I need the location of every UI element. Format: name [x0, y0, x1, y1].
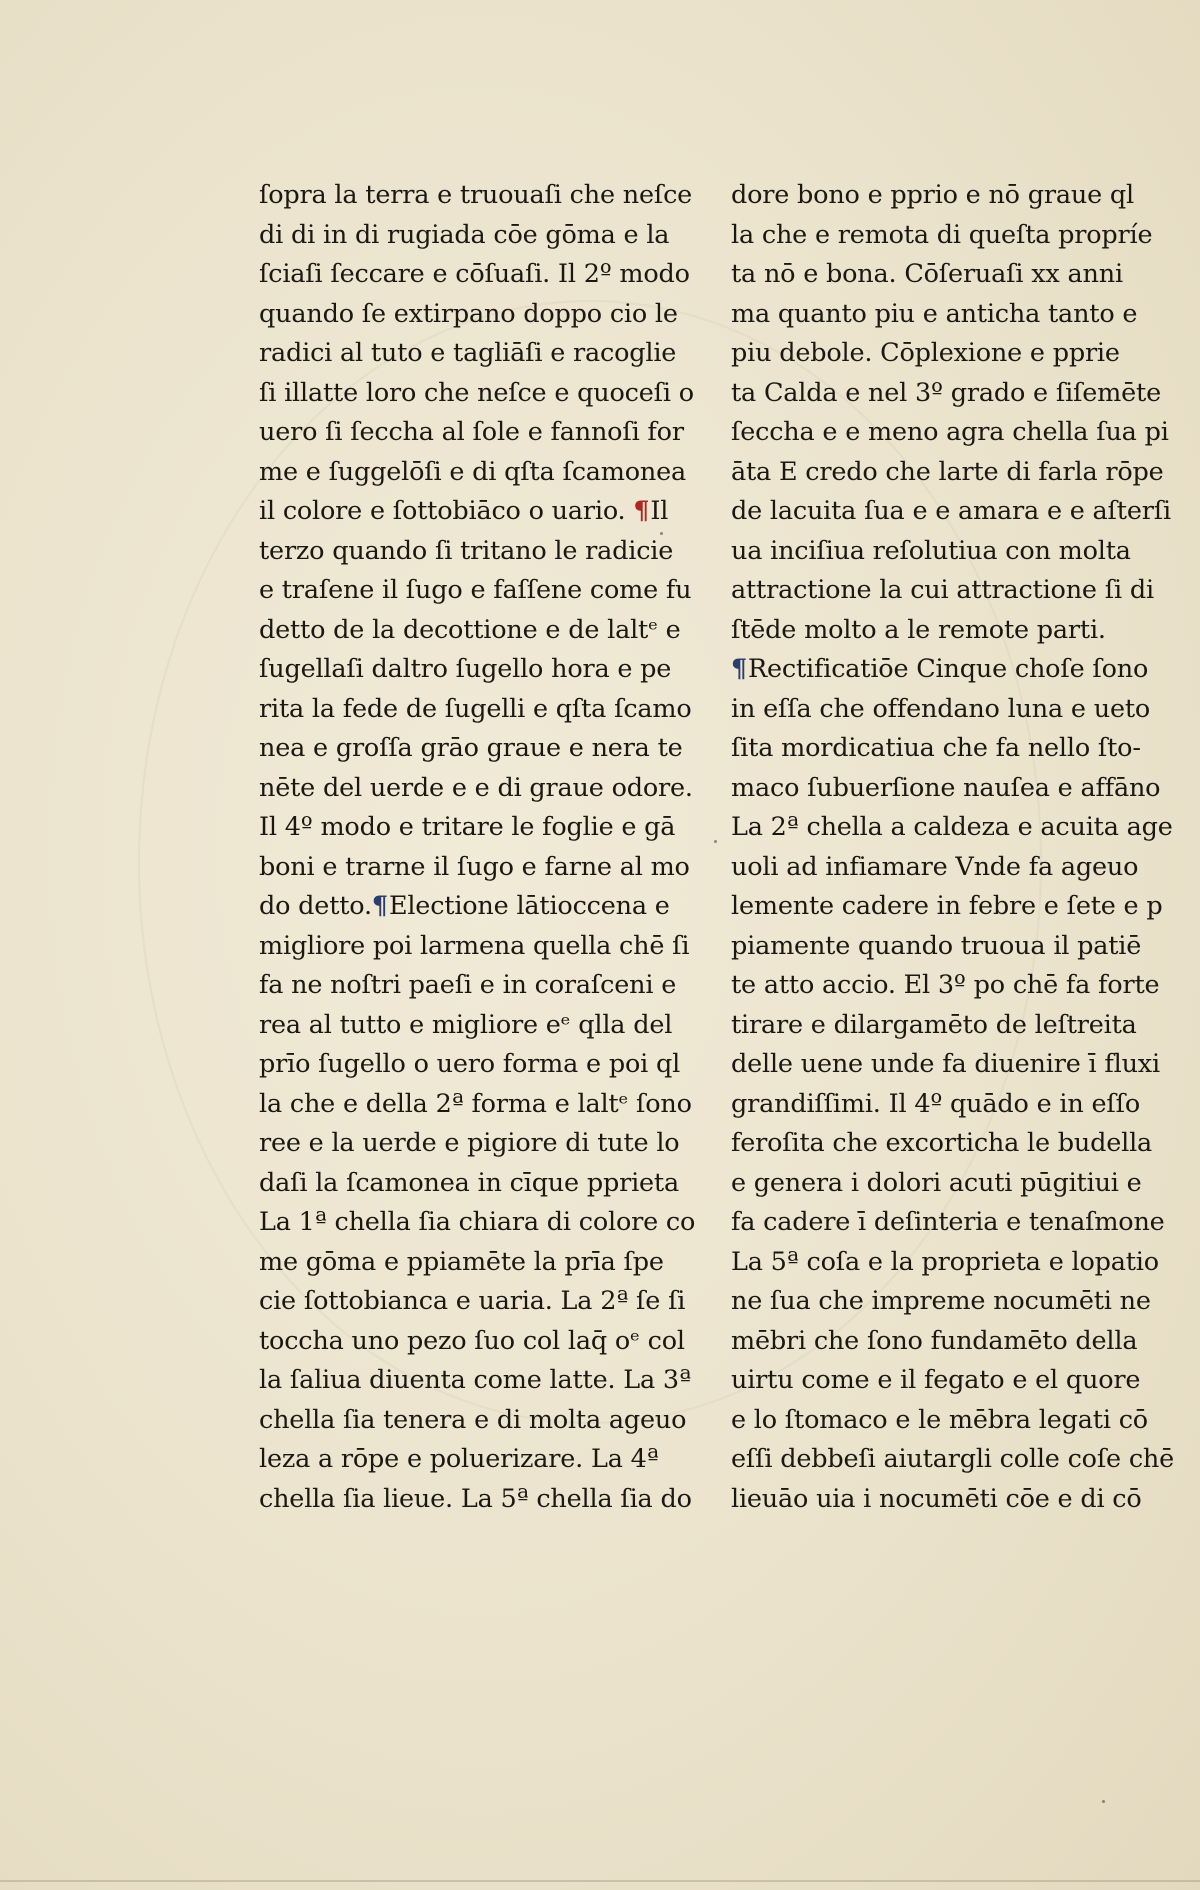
text-line: [259, 1203, 696, 1243]
line-text: uirtu come e il fegato e el quore: [731, 1365, 1141, 1395]
line-text: la che e remota di queſta propríe: [731, 219, 1153, 250]
line-text: boni e trarne il ſugo e farne al mo: [259, 851, 690, 882]
line-text: e lo ſtomaco e le mēbra legati cō: [731, 1404, 1148, 1435]
line-text: il colore e ſottobiāco o uario.: [259, 496, 626, 526]
text-line: [731, 1124, 1153, 1164]
line-text: ua inciſiua reſolutiua con molta: [731, 535, 1131, 566]
text-column-left: [259, 176, 696, 1519]
paragraph-mark: ¶: [633, 496, 650, 526]
text-line: [259, 887, 670, 927]
text-line: [731, 887, 1163, 927]
line-text: ſeccha e e meno agra chella ſua pi: [731, 417, 1169, 447]
text-line: [259, 690, 692, 730]
line-text: leza a rōpe e poluerizare. La 4ª: [259, 1444, 659, 1474]
line-text: mēbri che ſono fundamēto della: [731, 1325, 1138, 1356]
text-line: [259, 1243, 664, 1283]
line-text: lieuāo uia i nocumēti cōe e di cō: [731, 1483, 1142, 1514]
line-text: rita la fede de ſugelli e qſta ſcamo: [259, 693, 692, 724]
line-text: ma quanto piu e anticha tanto e: [731, 298, 1138, 329]
line-text: grandiſſimi. Il 4º quādo e in eſſo: [731, 1088, 1140, 1119]
paragraph-mark: ¶: [731, 654, 748, 684]
line-text: e genera i dolori acuti pūgitiui e: [731, 1167, 1142, 1198]
line-text: lemente cadere in febre e ſete e p: [731, 891, 1163, 921]
line-text: tirare e dilargamēto de leſtreita: [731, 1009, 1137, 1040]
text-line: [731, 334, 1131, 374]
text-line: [259, 729, 683, 769]
line-text: toccha uno pezo ſuo col laq̄ oᵉ col: [259, 1325, 685, 1356]
text-line: [259, 1480, 692, 1520]
line-text: di di in di rugiada cōe gōma e la: [259, 219, 670, 250]
text-line: [731, 374, 1161, 414]
line-text: do detto.: [259, 891, 372, 921]
text-line: [259, 374, 694, 414]
text-line: [259, 334, 677, 374]
line-text: detto de la decottione e de laltᵉ e: [259, 614, 681, 645]
rubric-text: Il: [650, 496, 669, 526]
text-line: [731, 927, 1142, 967]
text-line: [259, 571, 692, 611]
line-text: quando ſe extirpano doppo cio le: [259, 298, 678, 329]
line-text: delle uene unde fa diuenire ī fluxi: [731, 1049, 1160, 1079]
line-text: migliore poi larmena quella chē ſi: [259, 930, 690, 961]
text-line: [259, 1045, 681, 1085]
line-text: ta Calda e nel 3º grado e ſiſemēte: [731, 377, 1161, 408]
text-line: [259, 1164, 679, 1204]
line-text: la che e della 2ª forma e laltᵉ ſono: [259, 1088, 692, 1119]
text-line: [259, 1322, 685, 1362]
initial-letter: R: [748, 654, 768, 684]
line-text: ectificatiōe Cinque choſe ſono: [767, 654, 1149, 684]
line-text: fa cadere ī deſinteria e tenaſmone: [731, 1207, 1165, 1237]
line-text: e traſene il ſugo e faſſene come fu: [259, 575, 692, 605]
paragraph-mark: ¶: [371, 891, 388, 921]
line-text: ſopra la terra e truouaſi che neſce: [259, 180, 693, 210]
line-text: nea e groſſa grāo graue e nera te: [259, 733, 683, 763]
text-line: [259, 1361, 691, 1401]
text-line: [259, 1440, 659, 1480]
line-text: ſi illatte loro che neſce e quoceſi o: [259, 377, 694, 408]
line-text: feroſita che excorticha le budella: [731, 1128, 1153, 1158]
ink-speck: [660, 532, 663, 535]
text-line: [731, 808, 1173, 848]
text-line: [259, 453, 687, 493]
line-text: dore bono e pprio e nō graue ql: [731, 180, 1134, 210]
line-text: maco ſubuerſione nauſea e affāno: [731, 772, 1161, 803]
line-text: la ſaliua diuenta come latte. La 3ª: [259, 1365, 691, 1395]
line-text: prīo ſugello o uero forma e poi ql: [259, 1049, 681, 1079]
text-line: [259, 650, 672, 690]
text-line: [731, 255, 1131, 295]
text-line: [731, 1361, 1141, 1401]
text-line: [259, 295, 678, 335]
text-line: [731, 1440, 1175, 1480]
text-line: [259, 1401, 687, 1441]
text-line: [731, 1243, 1159, 1283]
text-line: [731, 413, 1169, 453]
ink-speck: [1102, 1800, 1105, 1803]
text-line: [731, 848, 1139, 888]
line-text: ſciaſi ſeccare e cōſuaſi. Il 2º modo: [259, 259, 690, 289]
text-line: [259, 1085, 692, 1125]
line-text: ſugellaſi daltro ſugello hora e pe: [259, 654, 672, 684]
line-text: te atto accio. El 3º po chē fa forte: [731, 970, 1160, 1000]
line-text: radici al tuto e tagliāſi e racoglie: [259, 338, 677, 368]
text-line: [731, 1322, 1138, 1362]
line-text: nēte del uerde e e di graue odore.: [259, 772, 693, 803]
text-line: [731, 1085, 1140, 1125]
line-text: ree e la uerde e pigiore di tute lo: [259, 1128, 680, 1158]
text-line: [259, 1006, 673, 1046]
line-text: daſi la ſcamonea in cīque pprieta: [259, 1167, 679, 1198]
text-line: [259, 1282, 686, 1322]
text-line: [259, 1124, 680, 1164]
line-text: rea al tutto e migliore eᵉ qlla del: [259, 1009, 673, 1040]
text-line: [731, 650, 1149, 690]
text-line: [731, 1164, 1142, 1204]
line-text: ne ſua che impreme nocumēti ne: [731, 1286, 1151, 1316]
text-line: [731, 966, 1160, 1006]
text-line: [731, 769, 1161, 809]
text-line: [731, 1282, 1151, 1322]
line-text: me e ſuggelōſi e di qſta ſcamonea: [259, 456, 687, 487]
line-text: La 5ª coſa e la proprieta e lopatio: [731, 1246, 1159, 1277]
line-text: uero ſi ſeccha al ſole e fannoſi for: [259, 417, 684, 447]
line-text: de lacuita ſua e e amara e e aſterſi: [731, 496, 1171, 526]
line-text: ta nō e bona. Cōſeruaſi xx anni: [731, 259, 1123, 289]
line-text: fa ne noſtri paeſi e in coraſceni e: [259, 970, 677, 1000]
line-text: cie ſottobianca e uaria. La 2ª ſe ſi: [259, 1286, 686, 1316]
line-text: La 2ª chella a caldeza e acuita age: [731, 812, 1173, 842]
text-line: [731, 453, 1164, 493]
line-text: eſſi debbeſi aiutargli colle coſe chē: [731, 1444, 1175, 1474]
text-line: [731, 532, 1131, 572]
text-line: [259, 216, 670, 256]
line-text: uoli ad infiamare Vnde fa ageuo: [731, 851, 1139, 882]
text-line: [731, 176, 1134, 216]
text-line: [731, 1045, 1160, 1085]
text-line: [259, 492, 669, 532]
text-line: [731, 1401, 1148, 1441]
text-line: [259, 611, 681, 651]
text-line: [259, 255, 690, 295]
text-line: [731, 492, 1171, 532]
text-line: [731, 1203, 1165, 1243]
rubric-text: Electione lātioccena e: [388, 891, 670, 921]
text-line: [731, 571, 1154, 611]
line-text: chella ſia lieue. La 5ª chella ſia do: [259, 1483, 692, 1514]
ink-speck: [714, 840, 717, 843]
text-line: [259, 927, 690, 967]
line-text: Il 4º modo e tritare le foglie e gā: [259, 812, 676, 842]
text-line: [259, 769, 693, 809]
text-column-right: [731, 176, 1175, 1519]
text-line: [731, 216, 1153, 256]
line-text: in eſſa che offendano luna e ueto: [731, 693, 1151, 724]
line-text: terzo quando ſi tritano le radicie: [259, 535, 674, 566]
line-text: La 1ª chella ſia chiara di colore co: [259, 1207, 696, 1237]
line-text: attractione la cui attractione ſi di: [731, 575, 1154, 605]
text-line: [731, 1006, 1137, 1046]
line-text: āta E credo che larte di farla rōpe: [731, 456, 1164, 487]
text-line: [731, 729, 1141, 769]
line-text: ſtēde molto a le remote parti.: [731, 614, 1106, 645]
text-line: [259, 966, 677, 1006]
line-text: me gōma e ppiamēte la prīa ſpe: [259, 1246, 664, 1277]
text-line: [259, 413, 684, 453]
text-line: [259, 808, 676, 848]
line-text: chella ſia tenera e di molta ageuo: [259, 1404, 687, 1435]
line-text: piu debole. Cōplexione e pprie: [731, 338, 1120, 368]
text-line: [731, 1480, 1142, 1520]
text-line: [259, 176, 693, 216]
line-text: ſita mordicatiua che fa nello ſto-: [731, 733, 1141, 763]
text-line: [259, 532, 674, 572]
page-edge-rule: [0, 1880, 1200, 1882]
text-line: [731, 611, 1131, 651]
text-line: [259, 848, 690, 888]
text-line: [731, 690, 1151, 730]
text-line: [731, 295, 1138, 335]
line-text: piamente quando truoua il patiē: [731, 930, 1142, 961]
